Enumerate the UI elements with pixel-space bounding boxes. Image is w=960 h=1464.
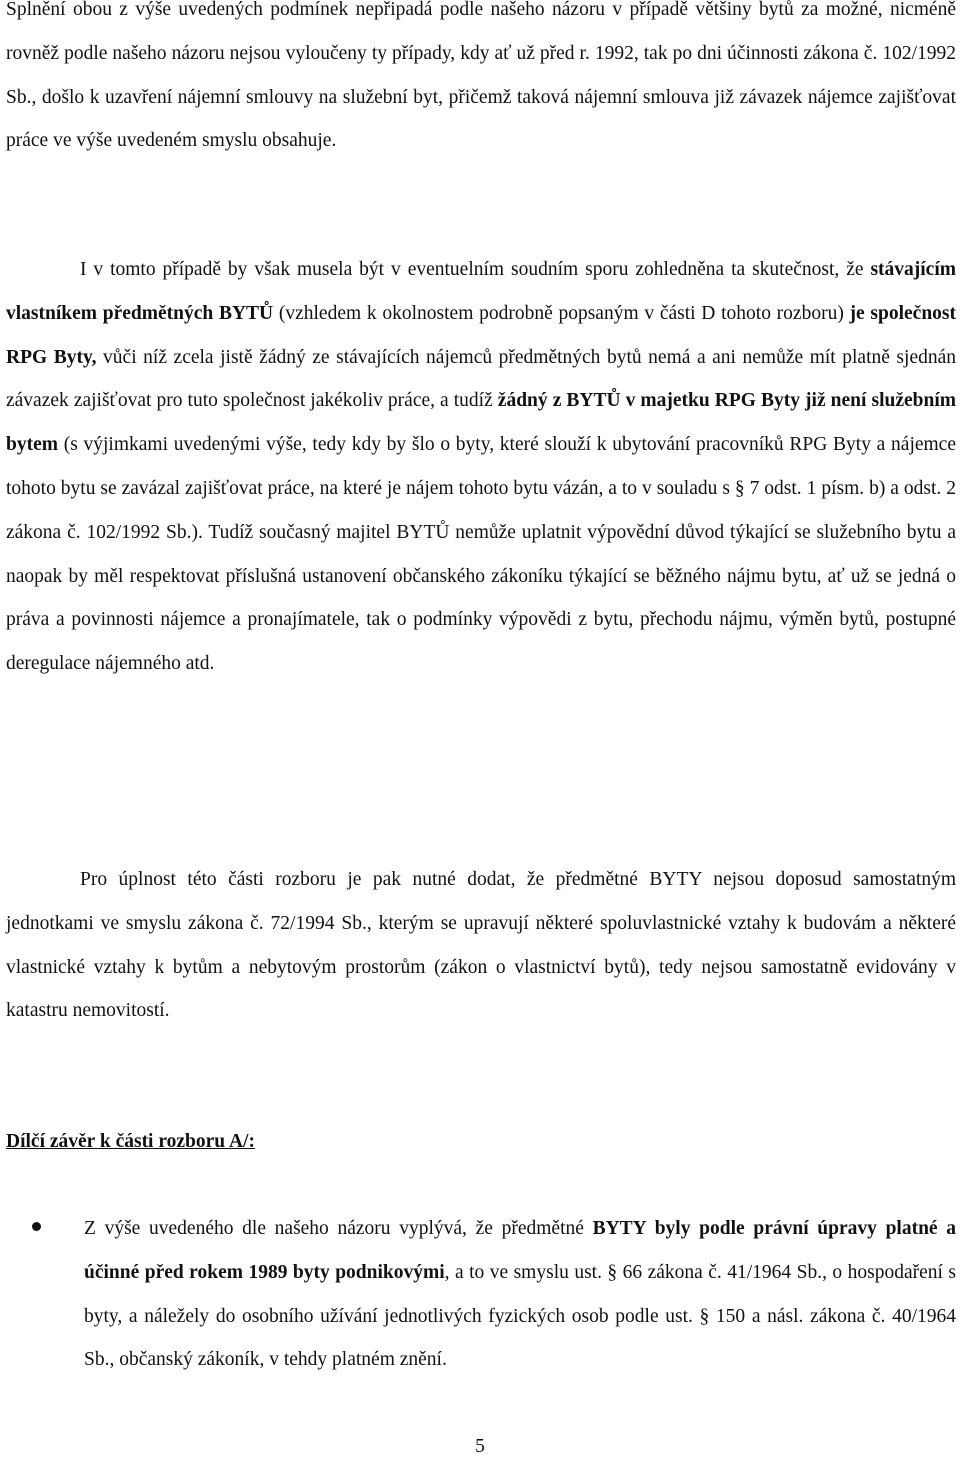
section-heading: Dílčí závěr k části rozboru A/: (6, 1131, 255, 1152)
page-number: 5 (475, 1436, 485, 1457)
paragraph-2 (6, 248, 956, 686)
paragraph-3: Pro úplnost této části rozboru je pak nutné dodat, že předmětné BYTY nejsou doposud samostatným jednotkami ve smyslu zákona č. 72/1994 Sb., kterým se upravují některé spoluvlastnické vztahy k budovám a některé vlastnické vztahy k bytům a nebytovým prostorům (zákon o vlastnictví bytů), tedy nejsou samostatně evidovány v katastru nemovitostí. (6, 869, 956, 1022)
paragraph-1: Splnění obou z výše uvedených podmínek nepřipadá podle našeho názoru v případě většiny bytů za možné, nicméně rovněž podle našeho názoru nejsou vyloučeny ty případy, kdy ať už před r. 1992, tak po dni účinnosti zákona č. 102/1992 Sb., došlo k uzavření nájemní smlouvy na služební byt, přičemž taková nájemní smlouva již závazek nájemce zajišťovat práce ve výše uvedeném smyslu obsahuje. (6, 0, 956, 152)
paragraph-2-bold-2: je společnost RPG Byty, (6, 302, 957, 368)
paragraph-2-text-4: (s výjimkami uvedenými výše, tedy kdy by šlo o byty, které slouží k ubytování pracovníků RPG Byty a nájemce tohoto bytu se zavázal zajišťovat práce, na které je nájem tohoto bytu vázán, a to v souladu s § 7 odst. 1 písm. b) a odst. 2 zákona č. 102/1992 Sb.). Tudíž současný majitel BYTŮ nemůže uplatnit výpovědní důvod týkající se služebního bytu a naopak by měl respektovat příslušná ustanovení občanského zákoníku týkající se běžného nájmu bytu, ať už se jedná o práva a povinnosti nájemce a pronajímatele, tak o podmínky výpovědi z bytu, přechodu nájmu, výměn bytů, postupné deregulace nájemného atd. (6, 434, 956, 675)
paragraph-2-bold-3: žádný z BYTŮ v majetku RPG Byty již není služebním bytem (6, 390, 956, 456)
bullet-icon (32, 1222, 41, 1231)
paragraph-2-text-1: I v tomto případě by však musela být v eventuelním soudním sporu zohledněna ta skutečnost, že (80, 259, 871, 280)
paragraph-2-text-2: (vzhledem k okolnostem podrobně popsaným v části D tohoto rozboru) (273, 302, 850, 324)
bullet-text-1: Z výše uvedeného dle našeho názoru vyplývá, že předmětné (84, 1218, 593, 1239)
bullet-text-2: , a to ve smyslu ust. § 66 zákona č. 41/1964 Sb., o hospodaření s byty, a náležely do osobního užívání jednotlivých fyzických osob podle ust. § 150 a násl. zákona č. 40/1964 Sb., občanský zákoník, v tehdy platném znění. (84, 1261, 956, 1371)
paragraph-2-bold-1: stávajícím vlastníkem předmětných BYTŮ (6, 259, 956, 324)
bullet-item (84, 1207, 956, 1382)
bullet-bold-1: BYTY byly podle právní úpravy platné a účinné před rokem 1989 byty podnikovými (84, 1218, 957, 1283)
paragraph-2-text-3: vůči níž zcela jistě žádný ze stávajících nájemců předmětných bytů nemá a ani nemůže mít platně sjednán závazek zajišťovat pro tuto společnost jakékoliv práce, a tudíž (6, 346, 956, 412)
